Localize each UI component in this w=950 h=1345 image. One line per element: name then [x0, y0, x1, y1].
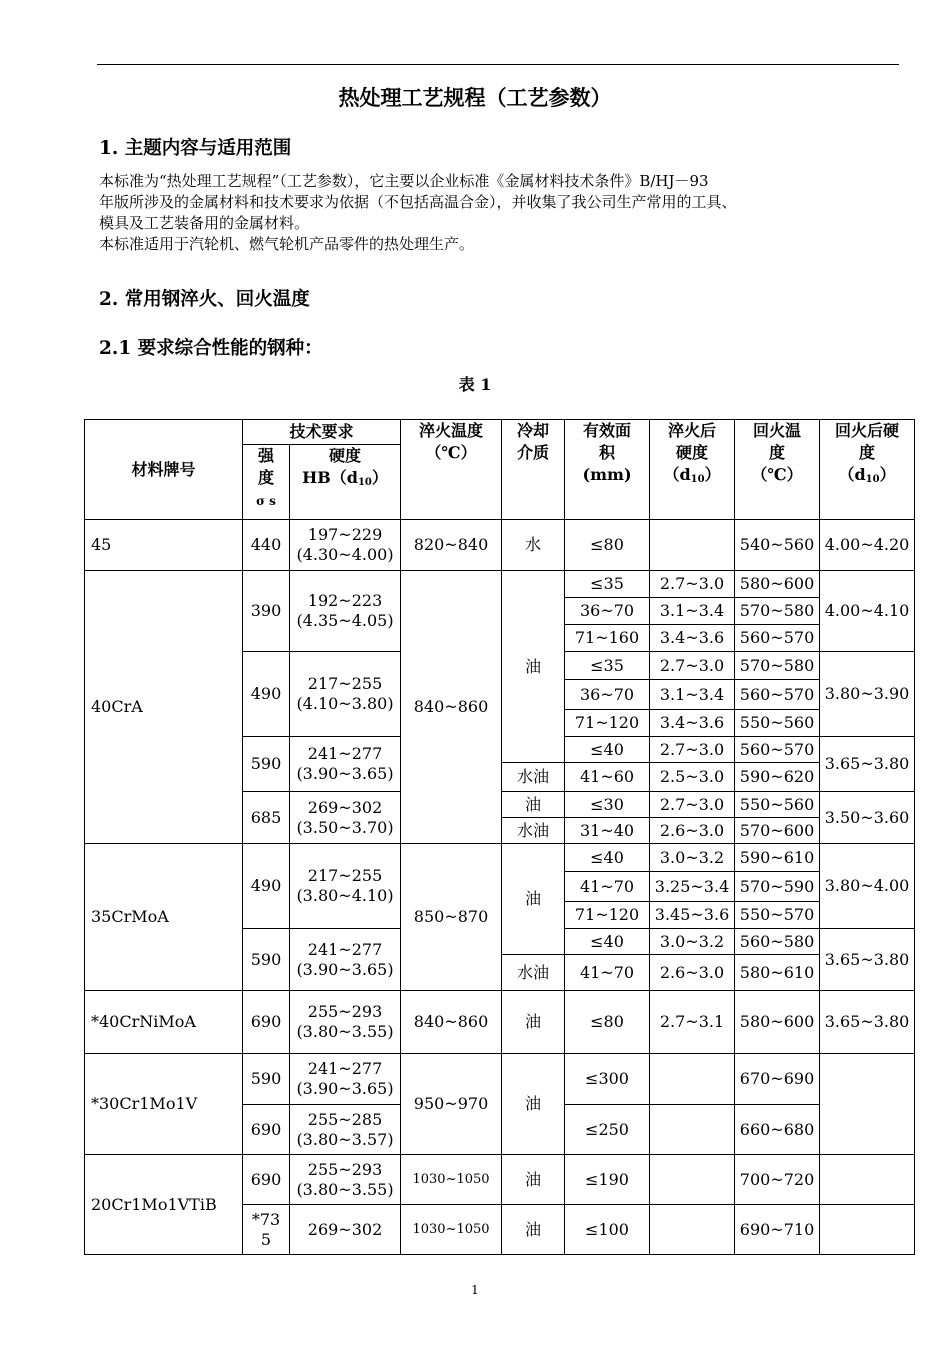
table-row: 590 241~277 (3.90~3.65) ≤40 2.7~3.0 560~570 3.65~3.80	[85, 737, 915, 763]
header-hardness: 硬度 $HB(d_{10})$	[290, 445, 401, 520]
table-row: 水油 31~40 2.6~3.0 570~600	[85, 818, 915, 844]
header-quench-hardness: 淬火后 硬度 $(d_{10})$	[650, 420, 735, 520]
section-1-heading: 1. 主题内容与适用范围	[99, 138, 292, 159]
table-row: 590 241~277 (3.90~3.65) ≤40 3.0~3.2 560~580 3.65~3.80	[85, 929, 915, 955]
table-row: 71~120 3.45~3.6 550~570	[85, 902, 915, 929]
page-number: 1	[471, 1283, 479, 1297]
material-cell: 45	[85, 520, 243, 571]
header-cooling-medium: 冷却 介质	[502, 420, 565, 520]
table-row: 水油 41~70 2.6~3.0 580~610	[85, 955, 915, 991]
scope-paragraph-line-3: 模具及工艺装备用的金属材料。	[99, 214, 310, 232]
material-cell: 40CrA	[85, 571, 243, 844]
material-cell: *30Cr1Mo1V	[85, 1054, 243, 1155]
table-row: 45 440 197~229 (4.30~4.00) 820~840 水 ≤80 540~560 4.00~4.20	[85, 520, 915, 571]
material-cell: *40CrNiMoA	[85, 991, 243, 1054]
table-row: *40CrNiMoA 690 255~293 (3.80~3.55) 840~860 油 ≤80 2.7~3.1 580~600 3.65~3.80	[85, 991, 915, 1054]
table-row: 685 269~302 (3.50~3.70) 油 ≤30 2.7~3.0 550~560 3.50~3.60	[85, 792, 915, 818]
material-cell: 20Cr1Mo1VTiB	[85, 1155, 243, 1255]
table-row: 71~160 3.4~3.6 560~570	[85, 625, 915, 652]
table-row: 36~70 3.1~3.4 570~580	[85, 598, 915, 625]
header-temper-temp: 回火温 度 （℃）	[735, 420, 820, 520]
table-row: 水油 41~60 2.5~3.0 590~620	[85, 763, 915, 792]
table-row: 490 217~255 (4.10~3.80) ≤35 2.7~3.0 570~580 3.80~3.90	[85, 652, 915, 680]
header-strength: 强 度 σ s	[243, 445, 290, 520]
material-cell: 35CrMoA	[85, 844, 243, 991]
document-title: 热处理工艺规程（工艺参数）	[338, 85, 612, 110]
section-2-1-heading: 2.1 要求综合性能的钢种：	[99, 338, 323, 359]
table-row: 20Cr1Mo1VTiB 690 255~293 (3.80~3.55) 1030~1050 油 ≤190 700~720	[85, 1155, 915, 1205]
heat-treatment-table	[84, 419, 915, 1255]
table-caption: 表 1	[458, 375, 492, 394]
table-row: 36~70 3.1~3.4 560~570	[85, 680, 915, 710]
header-tech-req: 技术要求	[243, 420, 401, 445]
table-row: 690 255~285 (3.80~3.57) ≤250 660~680	[85, 1105, 915, 1155]
table-row: 41~70 3.25~3.4 570~590	[85, 872, 915, 902]
table-row: *30Cr1Mo1V 590 241~277 (3.90~3.65) 950~970 油 ≤300 670~690	[85, 1054, 915, 1105]
header-section-size: 有效面 积 (mm)	[565, 420, 650, 520]
header-rule	[97, 64, 899, 65]
header-temper-hardness: 回火后硬 度 $(d_{10})$	[820, 420, 915, 520]
table-row: 35CrMoA 490 217~255 (3.80~4.10) 850~870 油 ≤40 3.0~3.2 590~610 3.80~4.00	[85, 844, 915, 872]
header-quench-temp: 淬火温度 （℃）	[401, 420, 502, 520]
applicability-paragraph: 本标准适用于汽轮机、燃气轮机产品零件的热处理生产。	[99, 235, 475, 253]
table-row: 71~120 3.4~3.6 550~560	[85, 710, 915, 737]
header-material: 材料牌号	[85, 420, 243, 520]
table-row: *73 5 269~302 1030~1050 油 ≤100 690~710	[85, 1205, 915, 1255]
scope-paragraph-line-2: 年版所涉及的金属材料和技术要求为依据（不包括高温合金），并收集了我公司生产常用的工具、	[99, 193, 737, 211]
scope-paragraph-line-1: 本标准为“热处理工艺规程”（工艺参数），它主要以企业标准《金属材料技术条件》B/HJ－93	[99, 172, 709, 190]
section-2-heading: 2. 常用钢淬火、回火温度	[99, 289, 310, 310]
table-row: 40CrA 390 192~223 (4.35~4.05) 840~860 油 ≤35 2.7~3.0 580~600 4.00~4.10	[85, 571, 915, 598]
